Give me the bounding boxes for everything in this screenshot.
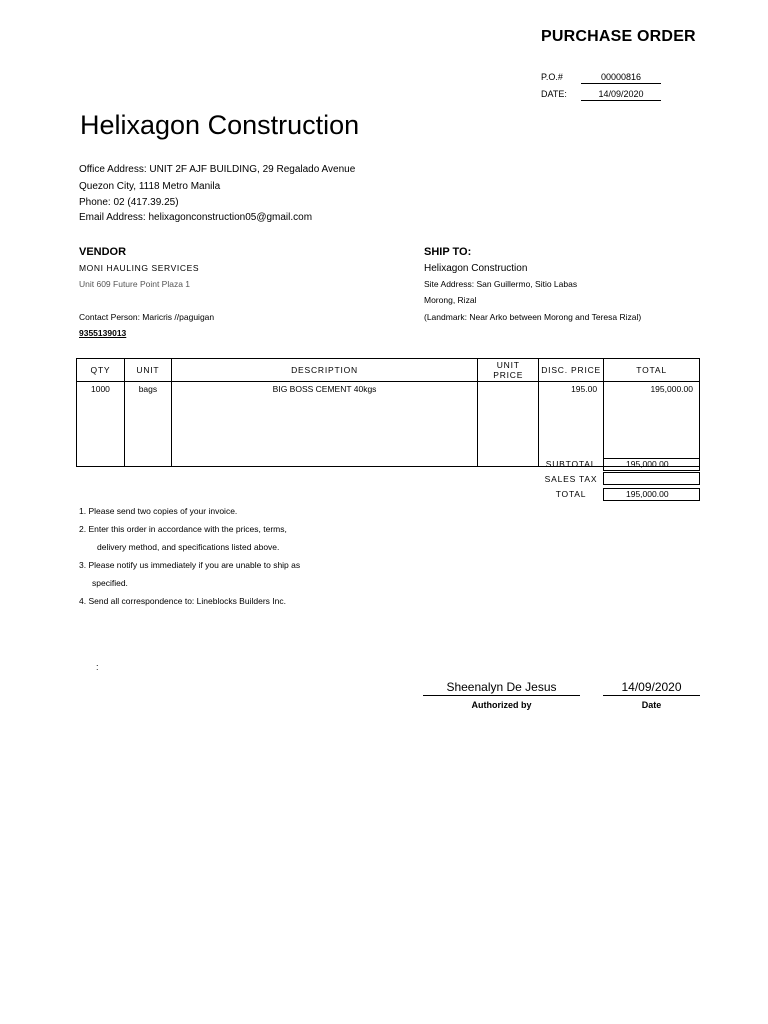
stray-mark: : — [96, 662, 99, 672]
ship-to-site-address: Site Address: San Guillermo, Sitio Labas — [424, 279, 578, 289]
cell-unit-price — [478, 382, 539, 397]
authorized-by-caption: Authorized by — [471, 700, 532, 710]
column-header-unit: UNIT — [124, 359, 171, 382]
office-address: Office Address: UNIT 2F AJF BUILDING, 29 Regalado Avenue — [79, 164, 356, 175]
sales-tax-value — [603, 472, 700, 485]
vendor-phone: 9355139013 — [79, 328, 127, 338]
column-header-unit-price: UNIT PRICE — [478, 359, 539, 382]
cell-unit: bags — [124, 382, 171, 397]
ship-to-landmark: (Landmark: Near Arko between Morong and Teresa Rizal) — [424, 312, 642, 322]
po-number-value: 00000816 — [581, 72, 661, 84]
vendor-contact: Contact Person: Maricris //paguigan — [79, 312, 215, 322]
authorized-signer-name: Sheenalyn De Jesus — [423, 680, 580, 696]
note-item: 3. Please notify us immediately if you are unable to ship as — [79, 560, 301, 570]
subtotal-value: 195,000.00 — [603, 458, 700, 471]
document-title: PURCHASE ORDER — [541, 28, 696, 45]
table-blank-row — [77, 396, 700, 467]
vendor-address: Unit 609 Future Point Plaza 1 — [79, 279, 191, 289]
office-city: Quezon City, 1118 Metro Manila — [79, 181, 221, 192]
ship-to-heading: SHIP TO: — [424, 246, 472, 258]
date-label: DATE: — [541, 89, 567, 99]
date-caption: Date — [641, 700, 662, 710]
column-header-total: TOTAL — [604, 359, 700, 382]
note-item: 2. Enter this order in accordance with the prices, terms, — [79, 524, 287, 534]
note-item: specified. — [92, 578, 128, 588]
ship-to-city: Morong, Rizal — [424, 295, 477, 305]
table-header-row — [77, 359, 700, 382]
total-value: 195,000.00 — [603, 488, 700, 501]
ship-to-name: Helixagon Construction — [424, 263, 528, 274]
note-item: delivery method, and specifications listed above. — [97, 542, 280, 552]
signature-date: 14/09/2020 — [603, 680, 700, 696]
sales-tax-label: SALES TAX — [544, 474, 598, 484]
note-item: 1. Please send two copies of your invoice. — [79, 506, 238, 516]
total-label: TOTAL — [555, 489, 587, 499]
cell-total: 195,000.00 — [604, 382, 700, 397]
subtotal-label: SUBTOTAL — [545, 459, 597, 469]
company-email: Email Address: helixagonconstruction05@gmail.com — [79, 212, 313, 223]
vendor-name: MONI HAULING SERVICES — [79, 263, 200, 273]
company-name: Helixagon Construction — [80, 110, 360, 140]
cell-disc-price: 195.00 — [539, 382, 604, 397]
note-item: 4. Send all correspondence to: Lineblocks Builders Inc. — [79, 596, 286, 606]
date-value: 14/09/2020 — [581, 89, 661, 101]
table-row — [77, 382, 700, 397]
cell-description: BIG BOSS CEMENT 40kgs — [171, 382, 477, 397]
items-table — [76, 358, 700, 467]
po-number-label: P.O.# — [541, 72, 563, 82]
vendor-heading: VENDOR — [79, 246, 127, 258]
column-header-qty: QTY — [77, 359, 125, 382]
cell-qty: 1000 — [77, 382, 125, 397]
company-phone: Phone: 02 (417.39.25) — [79, 197, 179, 208]
column-header-description: DESCRIPTION — [171, 359, 477, 382]
column-header-disc-price: DISC. PRICE — [539, 359, 604, 382]
